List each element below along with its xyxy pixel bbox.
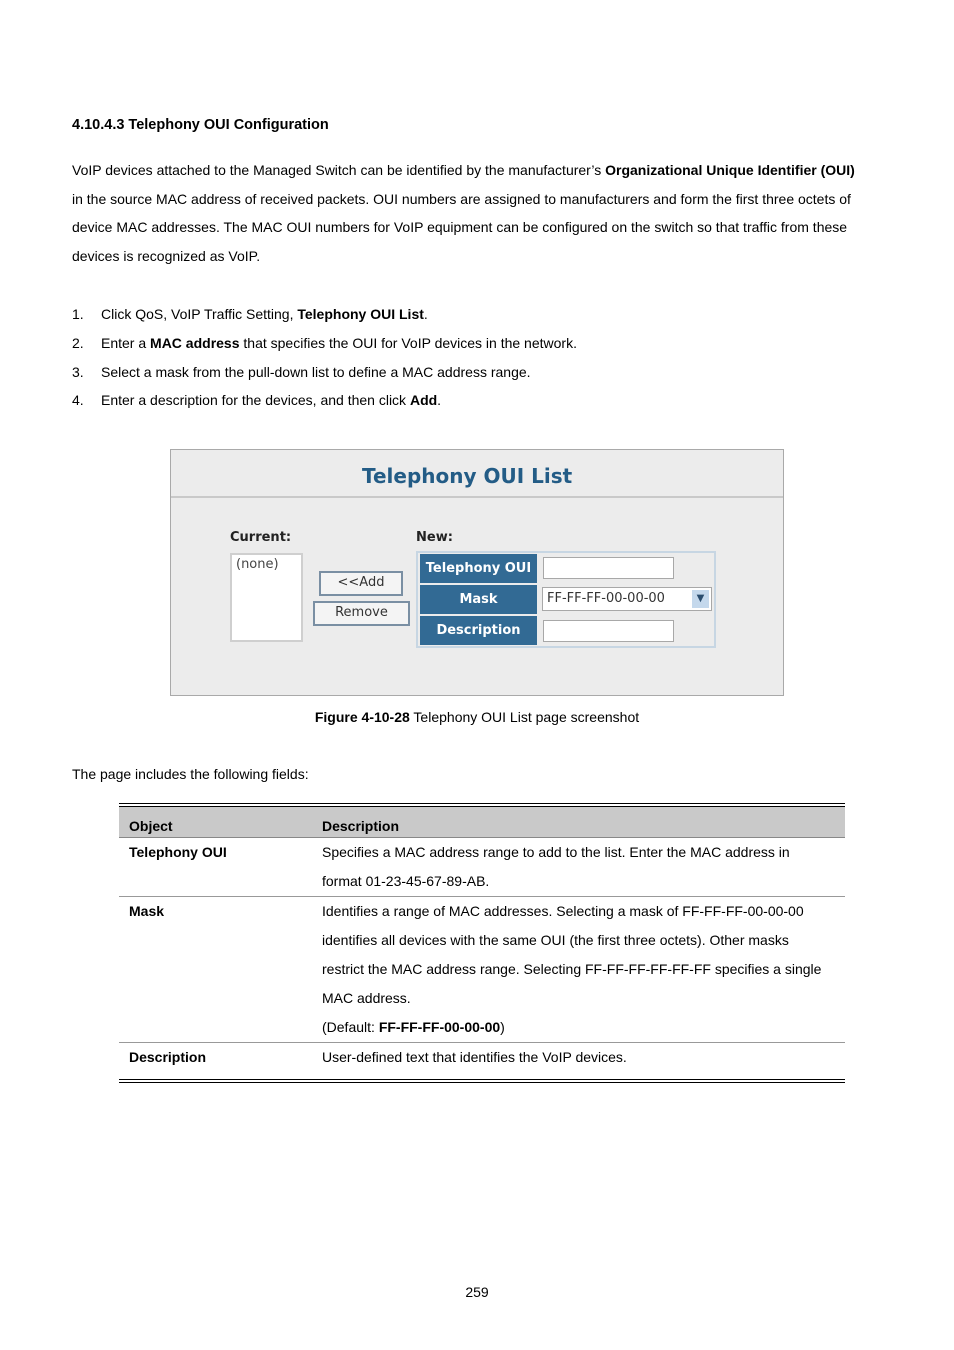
step-item [72,363,531,381]
step-item [72,305,428,323]
fields-intro: The page includes the following fields: [72,766,309,782]
step-text: Enter a description for the devices, and then click [101,392,410,408]
current-list-item[interactable]: (none) [236,557,279,572]
step-item [72,334,577,352]
description-line: restrict the MAC address range. Selecting FF-FF-FF-FF-FF-FF specifies a single [322,960,822,977]
step-text-end: . [423,306,428,322]
step-bold: MAC address [150,335,240,351]
step-text: Select a mask from the pull-down list to define a MAC address range. [101,364,531,380]
telephony-oui-label: Telephony OUI [420,554,537,583]
current-oui-listbox[interactable] [230,553,303,642]
default-suffix: ) [500,1018,505,1035]
header-description: Description [322,818,400,834]
fields-table [119,807,845,1072]
current-label: Current: [230,530,292,545]
step-number: 3. [72,364,84,380]
add-button[interactable]: <<Add [319,571,403,596]
step-number: 4. [72,392,84,408]
description-label: Description [420,616,537,645]
remove-button[interactable]: Remove [313,601,410,626]
step-text-end: . [437,392,442,408]
intro-text: VoIP devices attached to the Managed Switch can be identified by the manufacturer’s [72,162,606,178]
step-bold: Add [409,392,438,408]
screenshot-figure [170,449,784,696]
new-oui-form [416,551,716,648]
step-item [72,391,441,409]
default-value: FF-FF-FF-00-00-00 [378,1018,501,1035]
step-text: Enter a [101,335,151,351]
mask-label: Mask [420,585,537,614]
description-line: Identifies a range of MAC addresses. Selecting a mask of FF-FF-FF-00-00-00 [322,902,804,919]
page-number: 259 [465,1284,489,1300]
description-line: Specifies a MAC address range to add to the list. Enter the MAC address in [322,843,790,860]
description-line: format 01-23-45-67-89-AB. [322,872,490,889]
table-row [119,896,845,1042]
default-prefix: (Default: [322,1018,379,1035]
table-row [119,1042,845,1072]
table-row [119,837,845,896]
step-text: Click QoS, VoIP Traffic Setting, [101,306,298,322]
intro-line-2: in the source MAC address of received packets. OUI numbers are assigned to manufacturers and form the first three octets of [72,191,851,207]
telephony-oui-input[interactable] [543,557,674,579]
step-bold: Telephony OUI List [297,306,424,322]
mask-selected-value: FF-FF-FF-00-00-00 [547,591,665,606]
row-object: Telephony OUI [129,843,227,860]
figure-title-bar [171,450,783,498]
intro-line-1 [72,161,855,179]
step-number: 1. [72,306,84,322]
row-description [322,837,845,896]
description-input[interactable] [543,620,674,642]
step-number: 2. [72,335,84,351]
mask-select[interactable] [542,587,712,611]
table-header-row [119,807,845,837]
figure-page-title: Telephony OUI List [362,464,573,488]
intro-line-3: device MAC addresses. The MAC OUI numbers for VoIP equipment can be configured on the switch so that traffic from these [72,219,848,235]
default-value-line [322,1013,845,1042]
new-label: New: [416,530,453,545]
row-description [322,1042,845,1072]
figure-caption-text: Telephony OUI List page screenshot [409,709,640,725]
description-line: User-defined text that identifies the VoIP devices. [322,1048,627,1065]
chevron-down-icon[interactable]: ▼ [692,590,709,608]
row-object: Mask [129,902,165,919]
description-line: MAC address. [322,989,411,1006]
intro-bold-term: Organizational Unique Identifier (OUI) [605,162,855,178]
description-line: identifies all devices with the same OUI (the first three octets). Other masks [322,931,789,948]
row-object: Description [129,1048,207,1065]
figure-caption-number: Figure 4-10-28 [314,709,410,725]
step-text-end: that specifies the OUI for VoIP devices in the network. [239,335,577,351]
intro-line-4: devices is recognized as VoIP. [72,248,261,264]
section-heading: 4.10.4.3 Telephony OUI Configuration [72,117,329,133]
table-bottom-rule [119,1079,845,1083]
row-description [322,896,845,1042]
figure-caption [0,709,954,725]
header-object: Object [129,818,173,834]
